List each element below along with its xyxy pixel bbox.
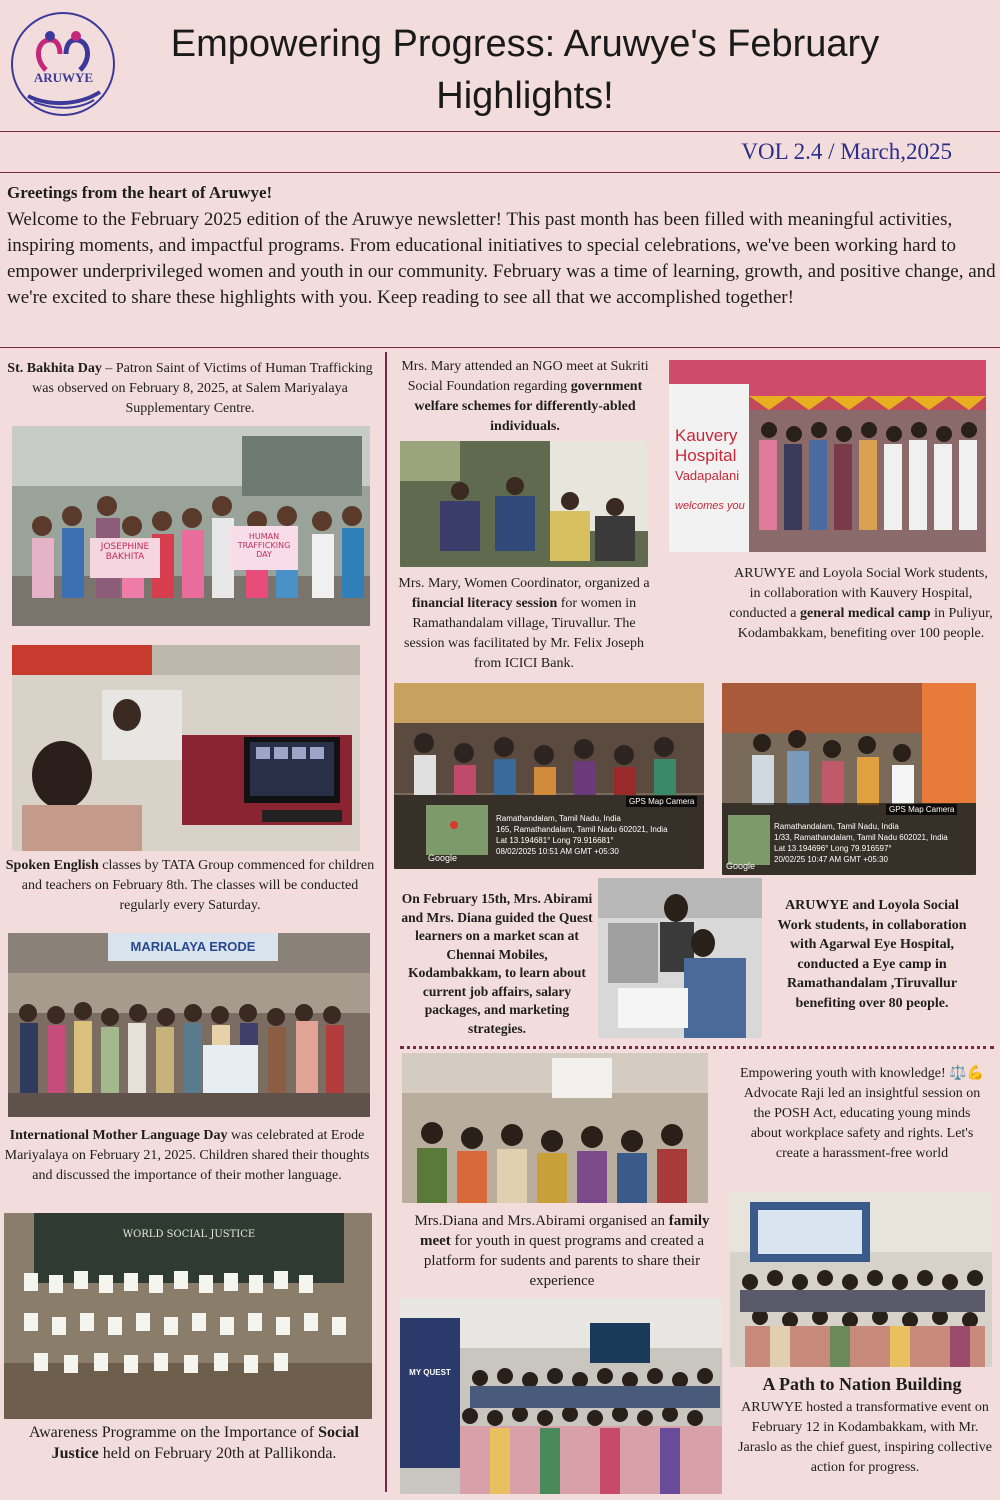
gps2-line3: Lat 13.194696° Long 79.916597° — [774, 844, 892, 853]
bakhita-caption — [4, 359, 376, 419]
spoken-english-caption — [4, 856, 376, 916]
financial-literacy-photo — [394, 683, 704, 869]
medical-camp-bold: general medical camp — [800, 606, 931, 621]
kauvery-sign-line2: Hospital — [675, 446, 737, 465]
ngo-meet-photo — [400, 441, 648, 567]
ngo-meet-bold: government welfare schemes for differently-abled individuals. — [414, 379, 643, 434]
nation-building-heading: A Path to Nation Building — [762, 1374, 962, 1394]
gps1-line2: 165, Ramathandalam, Tamil Nadu 602021, India — [496, 825, 668, 834]
gps-camera-tag-2: GPS Map Camera — [886, 804, 957, 815]
mother-language-text: was celebrated at Erode Mariyalaya on February 21, 2025. Children shared their thoughts and discussed the importance of their mother language. — [4, 1128, 370, 1183]
bakhita-day-photo — [12, 426, 370, 626]
social-justice-pre: Awareness Programme on the Importance of — [29, 1424, 319, 1441]
eye-camp-photo — [722, 683, 976, 875]
kauvery-sign-line4: welcomes you — [675, 500, 745, 512]
medical-camp-post: in Puliyur, Kodambakkam, benefiting over 100 people. — [737, 606, 993, 641]
bakhita-caption-bold: St. Bakhita Day — [7, 361, 102, 376]
gps-overlay-2 — [774, 821, 948, 865]
financial-literacy-bold: financial literacy session — [411, 596, 558, 611]
market-scan-photo — [598, 878, 762, 1038]
spoken-english-photo — [12, 645, 360, 851]
intro-paragraph: Welcome to the February 2025 edition of the Aruwye newsletter! This past month has been filled with meaningful activities, inspiring moments, and impactful programs. From educational initiatives to special celebrations, we've been working hard to empower underprivileged women and youth in our community. February was a time of learning, growth, and positive change, and we're excited to share these highlights with you. Keep reading to see all that we accomplished together! — [7, 209, 996, 308]
gps-overlay-1 — [496, 813, 668, 857]
quest-banner-text: MY QUEST — [409, 1368, 451, 1377]
eye-camp-caption: ARUWYE and Loyola Social Work students, in collaboration with Agarwal Eye Hospital, conducted a Eye camp in Ramathandalam ,Tiruvallur benefiting over 80 people. — [777, 898, 967, 1011]
ngo-meet-text: Mrs. Mary attended an NGO meet at Sukriti Social Foundation regarding — [401, 359, 649, 394]
gps1-line4: 08/02/2025 10:51 AM GMT +05:30 — [496, 847, 619, 856]
kauvery-sign-line1: Kauvery — [675, 426, 738, 445]
social-justice-bold: Social Justice — [51, 1424, 359, 1462]
gps2-line4: 20/02/25 10:47 AM GMT +05:30 — [774, 855, 888, 864]
family-meet-post: for youth in quest programs and created a platform for sudents and parents to share their experience — [423, 1233, 705, 1289]
kauvery-sign-line3: Vadapalani — [675, 468, 740, 483]
posh-session-photo — [402, 1053, 708, 1203]
nation-building-photo — [730, 1192, 992, 1367]
financial-literacy-caption — [398, 574, 650, 674]
social-justice-photo — [4, 1213, 372, 1419]
family-meet-bold: family meet — [419, 1213, 710, 1249]
marialaya-banner: MARIALAYA ERODE — [130, 939, 256, 954]
kauvery-camp-photo — [669, 360, 986, 552]
spoken-english-bold: Spoken English — [5, 858, 99, 873]
aruwye-logo — [8, 10, 118, 118]
ngo-meet-caption — [400, 357, 650, 437]
logo-emblem-icon — [8, 10, 118, 118]
section-dotted-divider — [400, 1046, 994, 1049]
gps1-line1: Ramathandalam, Tamil Nadu, India — [496, 814, 621, 823]
financial-literacy-pre: Mrs. Mary, Women Coordinator, organized a — [398, 576, 650, 591]
medical-camp-caption — [728, 564, 994, 644]
blackboard-text: WORLD SOCIAL JUSTICE — [122, 1229, 256, 1240]
gps2-line2: 1/33, Ramathandalam, Tamil Nadu 602021, India — [774, 833, 948, 842]
greeting-heading: Greetings from the heart of Aruwye! — [7, 183, 273, 202]
gps1-google: Google — [428, 853, 458, 863]
social-justice-post: held on February 20th at Pallikonda. — [98, 1445, 337, 1462]
volume-divider — [0, 172, 1000, 173]
newsletter-title: Empowering Progress: Aruwye's February Highlights! — [170, 23, 880, 117]
gps2-line1: Ramathandalam, Tamil Nadu, India — [774, 822, 899, 831]
spoken-english-text: classes by TATA Group commenced for children and teachers on February 8th. The classes will be conducted regularly every Saturday. — [21, 858, 375, 913]
intro-divider — [0, 347, 1000, 348]
sign-bakhita: JOSEPHINE BAKHITA — [100, 542, 150, 562]
mother-language-bold: International Mother Language Day — [9, 1128, 228, 1143]
sign-trafficking: HUMAN TRAFFICKING DAY — [237, 532, 291, 559]
logo-text: ARUWYE — [33, 70, 94, 85]
social-justice-caption — [12, 1422, 376, 1464]
gps2-google: Google — [726, 861, 756, 871]
header-divider — [0, 131, 1000, 132]
medical-camp-pre: ARUWYE and Loyola Social Work students, in collaboration with Kauvery Hospital, conducted a — [729, 566, 988, 621]
mother-language-photo — [8, 933, 370, 1117]
bakhita-caption-text: – Patron Saint of Victims of Human Trafficking was observed on February 8, 2025, at Salem Mariyalaya Supplementary Centre. — [32, 361, 373, 416]
volume-date: VOL 2.4 / March,2025 — [741, 139, 952, 164]
nation-building-caption: ARUWYE hosted a transformative event on February 12 in Kodambakkam, with Mr. Jaraslo as the chief guest, inspiring collective action for progress. — [738, 1400, 992, 1475]
column-divider — [385, 352, 387, 1492]
financial-literacy-post: for women in Ramathandalam village, Tiruvallur. The session was facilitated by Mr. Felix Joseph from ICICI Bank. — [404, 596, 644, 671]
market-scan-caption: On February 15th, Mrs. Abirami and Mrs. Diana guided the Quest learners on a market scan at Chennai Mobiles, Kodambakkam, to learn about current job affairs, salary packages, and marketing strategies. — [401, 891, 593, 1036]
kauvery-sign — [675, 426, 749, 516]
family-meet-photo — [400, 1298, 722, 1494]
posh-caption: Empowering youth with knowledge! ⚖️💪 Advocate Raji led an insightful session on the POSH Act, educating young minds about workplace safety and rights. Let's create a harassment-free world — [739, 1066, 985, 1161]
gps1-line3: Lat 13.194681° Long 79.916681° — [496, 836, 614, 845]
family-meet-caption — [404, 1211, 720, 1291]
family-meet-pre: Mrs.Diana and Mrs.Abirami organised an — [414, 1213, 669, 1229]
gps-camera-tag: GPS Map Camera — [626, 796, 697, 807]
mother-language-caption — [0, 1126, 374, 1186]
